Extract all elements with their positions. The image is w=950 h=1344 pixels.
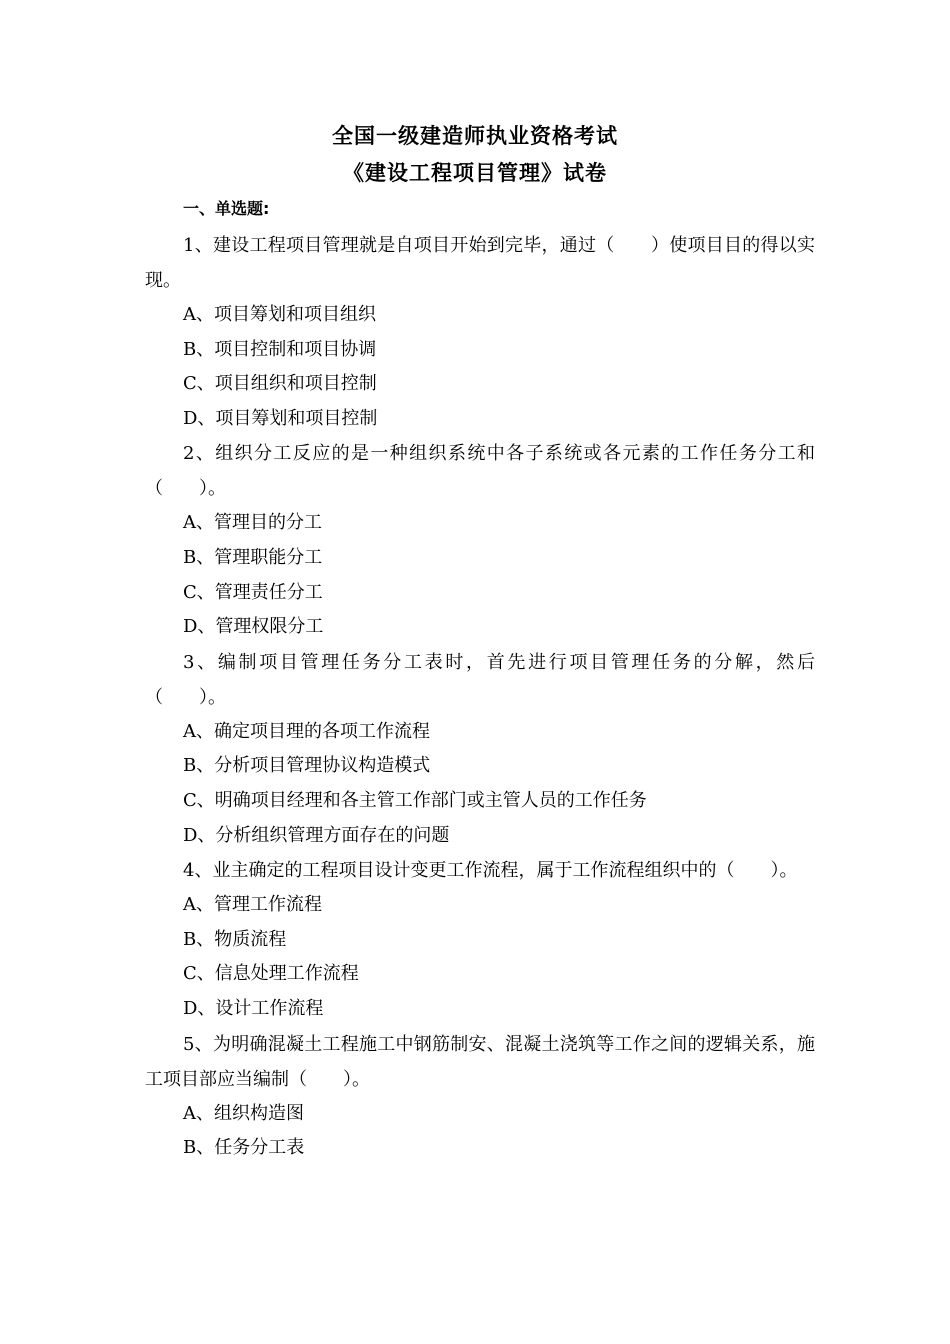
answer-option: B、管理职能分工	[183, 546, 323, 568]
answer-option: D、项目筹划和项目控制	[183, 407, 378, 429]
answer-option: B、物质流程	[183, 928, 287, 950]
document-title: 全国一级建造师执业资格考试	[332, 124, 618, 148]
answer-option: B、项目控制和项目协调	[183, 338, 377, 360]
answer-option: C、管理责任分工	[183, 581, 323, 603]
answer-option: A、管理工作流程	[183, 894, 322, 916]
answer-option: D、管理权限分工	[183, 616, 324, 638]
question-block	[145, 645, 815, 853]
document-subtitle: 《建设工程项目管理》试卷	[343, 161, 607, 185]
answer-option: B、任务分工表	[183, 1137, 305, 1159]
answer-option: C、信息处理工作流程	[183, 963, 359, 985]
answer-option: A、组织构造图	[183, 1102, 304, 1124]
section-heading: 一、单选题:	[183, 199, 270, 218]
answer-option: C、明确项目经理和各主管工作部门或主管人员的工作任务	[183, 789, 647, 811]
answer-option: D、分析组织管理方面存在的问题	[183, 824, 450, 846]
question-text: 1、建设工程项目管理就是自项目开始到完毕，通过（ ）使项目目的得以实现。	[145, 235, 815, 291]
answer-option: A、确定项目理的各项工作流程	[183, 720, 430, 742]
answer-option: D、设计工作流程	[183, 997, 324, 1019]
question-block	[145, 436, 815, 644]
answer-option: C、项目组织和项目控制	[183, 373, 377, 395]
answer-option: A、管理目的分工	[183, 512, 322, 534]
question-text: 3、编制项目管理任务分工表时，首先进行项目管理任务的分解，然后（ ）。	[145, 651, 815, 708]
question-text: 5、为明确混凝土工程施工中钢筋制安、混凝土浇筑等工作之间的逻辑关系，施工项目部应当编制（ ）。	[145, 1033, 815, 1090]
question-block	[145, 1027, 815, 1166]
question-text: 4、业主确定的工程项目设计变更工作流程，属于工作流程组织中的（ ）。	[183, 860, 798, 882]
answer-option: B、分析项目管理协议构造模式	[183, 755, 431, 777]
question-block	[145, 853, 815, 1026]
question-block	[145, 228, 815, 436]
question-text: 2、组织分工反应的是一种组织系统中各子系统或各元素的工作任务分工和（ ）。	[145, 443, 815, 500]
answer-option: A、项目筹划和项目组织	[183, 304, 376, 325]
question-list	[145, 228, 815, 1166]
